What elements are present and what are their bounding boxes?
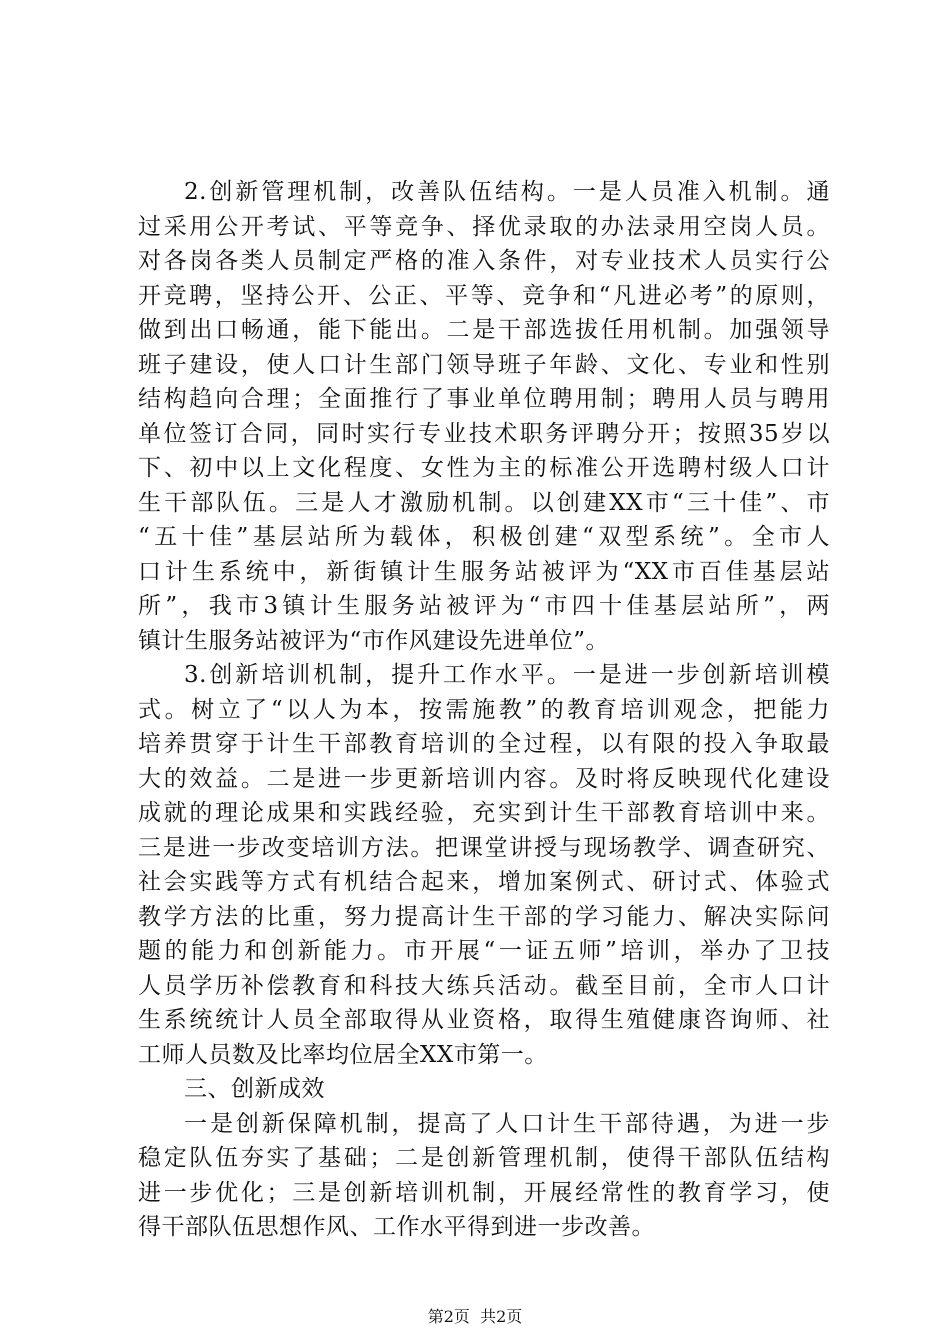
text-line: 对各岗各类人员制定严格的准入条件，对专业技术人员实行公 <box>138 248 830 274</box>
text-line: 开竞聘，坚持公开、公正、平等、竞争和“凡进必考”的原则， <box>138 282 830 309</box>
text-line: 式。树立了“以人为本，按需施教”的教育培训观念，把能力 <box>138 696 830 723</box>
text-line: 题的能力和创新能力。市开展“一证五师”培训，举办了卫技 <box>138 938 830 964</box>
document-body <box>138 175 830 1245</box>
text-line: 生干部队伍。三是人才激励机制。以创建XX市“三十佳”、市 <box>138 489 830 516</box>
text-line: 3.创新培训机制，提升工作水平。一是进一步创新培训模 <box>184 662 830 688</box>
text-line: 所”，我市3镇计生服务站被评为“市四十佳基层站所”，两 <box>138 593 830 619</box>
text-line: 成就的理论成果和实践经验，充实到计生干部教育培训中来。 <box>138 800 830 826</box>
text-line: 2.创新管理机制，改善队伍结构。一是人员准入机制。通 <box>184 179 830 205</box>
text-line: “五十佳”基层站所为载体，积极创建“双型系统”。全市人 <box>138 524 830 550</box>
text-line: 稳定队伍夯实了基础；二是创新管理机制，使得干部队伍结构 <box>138 1145 830 1171</box>
text-line: 做到出口畅通，能下能出。二是干部选拔任用机制。加强领导 <box>138 317 830 343</box>
text-line: 培养贯穿于计生干部教育培训的全过程，以有限的投入争取最 <box>138 731 830 757</box>
text-line: 社会实践等方式有机结合起来，增加案例式、研讨式、体验式 <box>138 869 830 895</box>
text-line: 生系统统计人员全部取得从业资格，取得生殖健康咨询师、社 <box>138 1007 830 1033</box>
text-line: 教学方法的比重，努力提高计生干部的学习能力、解决实际问 <box>138 903 830 930</box>
page-footer: 第2页 共2页 <box>427 1307 523 1326</box>
text-line: 过采用公开考试、平等竞争、择优录取的办法录用空岗人员。 <box>138 213 830 240</box>
text-line: 三是进一步改变培训方法。把课堂讲授与现场教学、调查研究、 <box>138 834 830 861</box>
text-line: 口计生系统中，新街镇计生服务站被评为“XX市百佳基层站 <box>138 558 830 585</box>
text-line: 大的效益。二是进一步更新培训内容。及时将反映现代化建设 <box>138 765 830 792</box>
text-line: 下、初中以上文化程度、女性为主的标准公开选聘村级人口计 <box>138 455 830 481</box>
text-line: 三、创新成效 <box>184 1076 325 1102</box>
text-line: 结构趋向合理；全面推行了事业单位聘用制；聘用人员与聘用 <box>138 386 830 412</box>
text-line: 工师人员数及比率均位居全XX市第一。 <box>138 1041 548 1068</box>
text-line: 得干部队伍思想作风、工作水平得到进一步改善。 <box>138 1214 655 1240</box>
text-line: 单位签订合同，同时实行专业技术职务评聘分开；按照35岁以 <box>138 420 830 447</box>
text-line: 进一步优化；三是创新培训机制，开展经常性的教育学习，使 <box>138 1179 830 1206</box>
text-line: 一是创新保障机制，提高了人口计生干部待遇，为进一步 <box>184 1110 830 1137</box>
text-line: 班子建设，使人口计生部门领导班子年龄、文化、专业和性别 <box>138 351 830 378</box>
text-line: 镇计生服务站被评为“市作风建设先进单位”。 <box>138 627 610 654</box>
text-line: 人员学历补偿教育和科技大练兵活动。截至目前，全市人口计 <box>138 972 830 999</box>
